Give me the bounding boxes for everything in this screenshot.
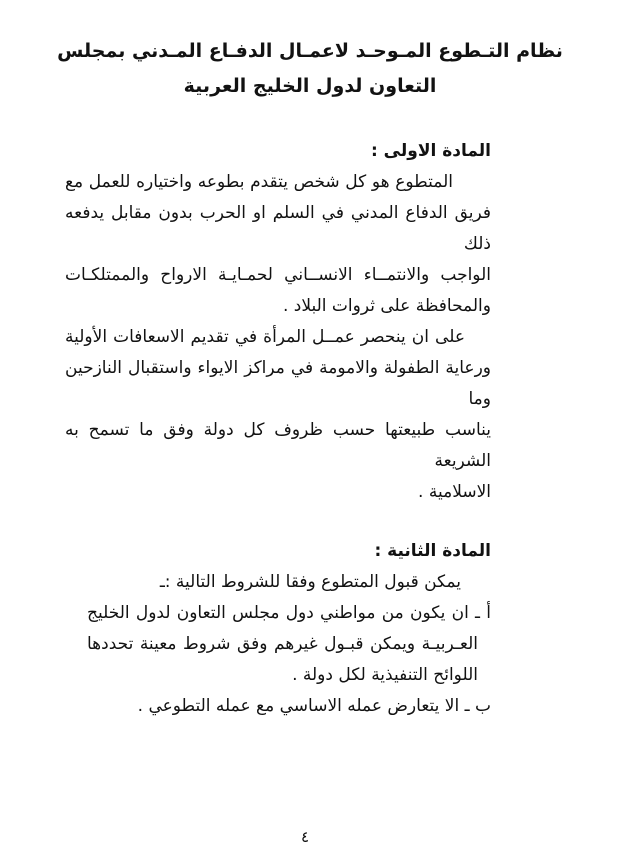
- article-1-paragraph-2-line: الاسلامية .: [418, 482, 491, 502]
- article-2-item-a-line: العـربيـة ويمكن قبـول غيرهم وفق شروط معينة تحددها: [87, 634, 478, 654]
- article-2-item-a-line: اللوائح التنفيذية لكل دولة .: [292, 665, 478, 685]
- article-1-paragraph-1-line: فريق الدفاع المدني في السلم او الحرب بدون مقابل يدفعه ذلك: [65, 203, 491, 254]
- article-1-paragraph-1-line: والمحافظة على ثروات البلاد .: [282, 296, 491, 316]
- article-1-paragraph-2-line: على ان ينحصر عمــل المرأة في تقديم الاسعافات الأولية: [65, 327, 465, 347]
- title-line-2: التعاون لدول الخليج العربية: [183, 75, 437, 97]
- article-1-heading: المادة الاولى :: [370, 141, 491, 161]
- article-2-item-a: [65, 598, 491, 691]
- article-1-paragraph-1-line: الواجب والانتمــاء الانســاني لحمـايـة الارواح والممتلكـات: [65, 265, 491, 285]
- page-number: ٤: [300, 828, 310, 846]
- article-1-paragraph-2-line: يناسب طبيعتها حسب ظروف كل دولة وفق ما تسمح به الشريعة: [65, 420, 491, 471]
- article-2-item-b: ب ـ الا يتعارض عمله الاساسي مع عمله التطوعي .: [137, 696, 491, 716]
- article-2-intro-line: يمكن قبول المتطوع وفقا للشروط التالية :ـ: [159, 572, 461, 592]
- article-2-item-a-line: أ ـ ان يكون من مواطني دول مجلس التعاون لدول الخليج: [87, 603, 491, 623]
- article-2-heading: المادة الثانية :: [374, 541, 491, 561]
- title-line-1: نظام التـطوع المـوحـد لاعمـال الدفـاع المـدني بمجلس: [57, 40, 563, 62]
- article-1-paragraph-1-line: المتطوع هو كل شخص يتقدم بطوعه واختياره للعمل مع: [65, 172, 453, 192]
- article-1-paragraph-2-line: ورعاية الطفولة والامومة في مراكز الايواء واستقبال النازحين وما: [65, 358, 491, 409]
- document-title: [0, 34, 620, 104]
- document-body: [65, 136, 491, 722]
